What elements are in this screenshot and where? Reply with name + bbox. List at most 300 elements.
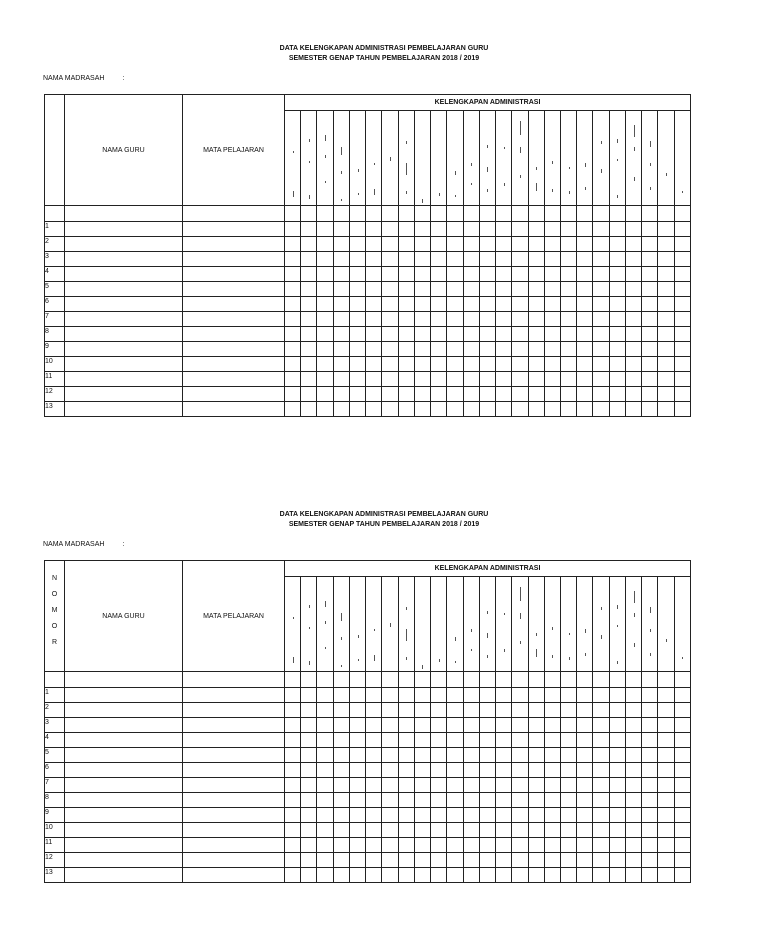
rotated-label-mark [325, 621, 326, 624]
rotated-label-mark [552, 627, 553, 630]
table-cell [512, 282, 528, 297]
table-cell [301, 206, 317, 222]
table-cell [609, 327, 625, 342]
table-cell [349, 763, 365, 778]
table-cell [544, 372, 560, 387]
table-cell [512, 793, 528, 808]
table-cell [366, 357, 382, 372]
table-row [45, 853, 691, 868]
table-cell [414, 327, 430, 342]
table-cell [183, 718, 285, 733]
table-cell [544, 703, 560, 718]
table-row [45, 297, 691, 312]
table-cell [496, 838, 512, 853]
row-number: 11 [45, 838, 65, 853]
table-cell [609, 808, 625, 823]
rotated-label-mark [309, 605, 310, 608]
row-number: 9 [45, 808, 65, 823]
table-cell [496, 672, 512, 688]
table-cell [414, 237, 430, 252]
table-cell [560, 327, 576, 342]
table-cell [65, 808, 183, 823]
table-cell [658, 672, 674, 688]
table-cell [301, 342, 317, 357]
table-cell [479, 853, 495, 868]
table-cell [625, 252, 641, 267]
table-cell [65, 703, 183, 718]
table-cell [382, 868, 398, 883]
table-cell [609, 312, 625, 327]
table-cell [577, 342, 593, 357]
table-cell [463, 733, 479, 748]
table-cell [658, 868, 674, 883]
table-cell [528, 793, 544, 808]
row-number: 8 [45, 793, 65, 808]
table-cell [479, 387, 495, 402]
table-cell [65, 327, 183, 342]
table-cell [496, 793, 512, 808]
table-cell [65, 222, 183, 237]
table-cell [577, 206, 593, 222]
table-cell [431, 372, 447, 387]
table-cell [658, 763, 674, 778]
table-cell [333, 357, 349, 372]
table-cell [301, 853, 317, 868]
rotated-label-mark [617, 605, 618, 609]
table-cell [414, 868, 430, 883]
table-cell [560, 838, 576, 853]
table-cell [642, 793, 658, 808]
table-cell [333, 342, 349, 357]
table-cell [317, 672, 333, 688]
table-cell [285, 793, 301, 808]
table-cell [479, 237, 495, 252]
table-cell [333, 748, 349, 763]
table-cell [642, 733, 658, 748]
table-cell [382, 252, 398, 267]
table-cell [609, 672, 625, 688]
table-cell [333, 402, 349, 417]
table-row [45, 703, 691, 718]
table-cell [366, 718, 382, 733]
table-cell [447, 718, 463, 733]
table-row [45, 342, 691, 357]
rotated-label-mark [682, 191, 683, 193]
table-cell [479, 808, 495, 823]
table-cell [65, 688, 183, 703]
table-cell [528, 206, 544, 222]
madrasah-label: NAMA MADRASAH [43, 75, 105, 82]
table-cell [333, 387, 349, 402]
table-cell [65, 748, 183, 763]
table-cell [301, 688, 317, 703]
table-cell [317, 267, 333, 282]
table-cell [65, 267, 183, 282]
table-cell [577, 748, 593, 763]
table-cell [674, 853, 690, 868]
table-cell [317, 793, 333, 808]
rotated-label-mark [309, 627, 310, 629]
table-cell [642, 312, 658, 327]
row-number: 4 [45, 267, 65, 282]
table-cell [496, 357, 512, 372]
administrasi-subcolumn-header [528, 111, 544, 206]
table-cell [528, 222, 544, 237]
table-cell [447, 748, 463, 763]
table-cell [183, 222, 285, 237]
table-cell [544, 688, 560, 703]
administrasi-subcolumn-header [674, 577, 690, 672]
table-cell [183, 312, 285, 327]
table-cell [528, 688, 544, 703]
table-cell [285, 237, 301, 252]
table-cell [183, 372, 285, 387]
rotated-label-mark [471, 629, 472, 632]
table-cell [512, 853, 528, 868]
table-cell [642, 778, 658, 793]
table-cell [285, 672, 301, 688]
administrasi-subcolumn-header [382, 577, 398, 672]
table-cell [658, 733, 674, 748]
administrasi-subcolumn-header [560, 577, 576, 672]
table-cell [642, 237, 658, 252]
table-cell [512, 733, 528, 748]
nomor-letter: N [51, 575, 58, 582]
table-cell [609, 206, 625, 222]
table-cell [674, 327, 690, 342]
table-cell [625, 808, 641, 823]
table-cell [658, 312, 674, 327]
table-cell [398, 252, 414, 267]
table-cell [674, 688, 690, 703]
table-cell [414, 282, 430, 297]
table-cell [496, 703, 512, 718]
table-cell [625, 748, 641, 763]
table-cell [658, 237, 674, 252]
table-cell [349, 853, 365, 868]
table-cell [414, 312, 430, 327]
table-cell [674, 703, 690, 718]
administrasi-subcolumn-header [642, 577, 658, 672]
table-cell [560, 357, 576, 372]
rotated-label-mark [617, 139, 618, 143]
table-cell [544, 763, 560, 778]
table-cell [593, 853, 609, 868]
table-cell [496, 267, 512, 282]
table-cell [577, 808, 593, 823]
rotated-label-mark [601, 635, 602, 639]
table-cell [642, 748, 658, 763]
administrasi-subcolumn-header [593, 577, 609, 672]
administrasi-subcolumn-header [333, 577, 349, 672]
table-cell [398, 703, 414, 718]
row-number: 1 [45, 688, 65, 703]
table-cell [414, 402, 430, 417]
table-cell [349, 838, 365, 853]
table-row [45, 838, 691, 853]
rotated-label-mark [325, 181, 326, 183]
table-cell [285, 312, 301, 327]
administrasi-subcolumn-header [496, 577, 512, 672]
administrasi-subcolumn-header [577, 111, 593, 206]
table-cell [512, 267, 528, 282]
table-cell [479, 342, 495, 357]
table-cell [463, 778, 479, 793]
rotated-label-mark [634, 643, 635, 647]
rotated-label-mark [536, 633, 537, 636]
table-cell [625, 237, 641, 252]
table-cell [366, 267, 382, 282]
table-cell [479, 748, 495, 763]
table-cell [674, 793, 690, 808]
table-cell [431, 688, 447, 703]
table-cell [642, 718, 658, 733]
table-cell [463, 206, 479, 222]
table-cell [65, 402, 183, 417]
table-cell [512, 778, 528, 793]
table-cell [317, 206, 333, 222]
table-cell [674, 297, 690, 312]
table-cell [496, 387, 512, 402]
table-cell [447, 733, 463, 748]
administrasi-subcolumn-header [398, 111, 414, 206]
rotated-label-mark [374, 629, 375, 631]
table-cell [301, 282, 317, 297]
table-cell [560, 868, 576, 883]
table-cell [183, 688, 285, 703]
table-row [45, 778, 691, 793]
table-cell [414, 206, 430, 222]
table-cell [65, 282, 183, 297]
rotated-label-mark [487, 655, 488, 658]
table-cell [398, 237, 414, 252]
table-cell [333, 853, 349, 868]
table-cell [317, 688, 333, 703]
table-cell [366, 778, 382, 793]
table-cell [333, 282, 349, 297]
table-cell [431, 733, 447, 748]
table-cell [333, 267, 349, 282]
table-cell [366, 342, 382, 357]
table-cell [431, 853, 447, 868]
rotated-label-mark [422, 199, 423, 203]
table-cell [463, 823, 479, 838]
table-row [45, 763, 691, 778]
table-cell [609, 718, 625, 733]
table-cell [560, 282, 576, 297]
administrasi-subcolumn-header [301, 577, 317, 672]
table-cell [183, 868, 285, 883]
administrasi-subcolumn-header [285, 111, 301, 206]
table-cell [349, 206, 365, 222]
table-row [45, 402, 691, 417]
row-number: 6 [45, 297, 65, 312]
table-cell [609, 823, 625, 838]
rotated-label-mark [585, 163, 586, 167]
table-cell [544, 868, 560, 883]
table-cell [609, 402, 625, 417]
table-cell [593, 297, 609, 312]
table-cell [414, 763, 430, 778]
table-row [45, 312, 691, 327]
table-cell [65, 718, 183, 733]
rotated-label-mark [617, 195, 618, 198]
table-cell [447, 672, 463, 688]
rotated-label-mark [504, 147, 505, 149]
table-cell [285, 222, 301, 237]
table-cell [528, 267, 544, 282]
rotated-label-mark [504, 183, 505, 186]
table-cell [382, 402, 398, 417]
table-cell [398, 282, 414, 297]
table-cell [496, 206, 512, 222]
row-number: 3 [45, 718, 65, 733]
table-cell [625, 312, 641, 327]
table-cell [463, 838, 479, 853]
table-cell [528, 252, 544, 267]
table-cell [382, 672, 398, 688]
table-cell [366, 748, 382, 763]
rotated-label-mark [504, 649, 505, 652]
table-cell [349, 237, 365, 252]
administrasi-subcolumn-header [479, 111, 495, 206]
table-cell [658, 748, 674, 763]
table-cell [544, 312, 560, 327]
table-row [45, 282, 691, 297]
row-number: 5 [45, 748, 65, 763]
table-cell [463, 267, 479, 282]
table-cell [317, 237, 333, 252]
rotated-label-mark [634, 613, 635, 617]
rotated-label-mark [341, 637, 342, 640]
table-cell [496, 853, 512, 868]
table-cell [317, 282, 333, 297]
table-cell [333, 297, 349, 312]
table-row [45, 868, 691, 883]
table-cell [593, 222, 609, 237]
table-cell [183, 808, 285, 823]
column-header-kelengkapan-administrasi: KELENGKAPAN ADMINISTRASI [285, 561, 691, 577]
table-cell [577, 838, 593, 853]
table-cell [285, 868, 301, 883]
table-cell [642, 372, 658, 387]
table-cell [479, 222, 495, 237]
table-cell [398, 222, 414, 237]
table-cell [414, 342, 430, 357]
table-cell [349, 252, 365, 267]
table-cell [414, 267, 430, 282]
table-cell [496, 718, 512, 733]
administrasi-subcolumn-header [447, 577, 463, 672]
row-number: 10 [45, 357, 65, 372]
row-number: 10 [45, 823, 65, 838]
table-cell [65, 763, 183, 778]
table-row [45, 387, 691, 402]
rotated-label-mark [601, 607, 602, 610]
rotated-label-mark [341, 665, 342, 667]
table-cell [65, 672, 183, 688]
rotated-label-mark [439, 193, 440, 196]
table-cell [560, 763, 576, 778]
table-cell [366, 733, 382, 748]
table-cell [544, 838, 560, 853]
table-cell [625, 222, 641, 237]
table-cell [301, 297, 317, 312]
table-cell [658, 778, 674, 793]
table-cell [382, 838, 398, 853]
rotated-label-mark [341, 199, 342, 201]
administrasi-subcolumn-header [544, 577, 560, 672]
rotated-label-mark [569, 191, 570, 194]
table-cell [577, 703, 593, 718]
table-cell [366, 297, 382, 312]
rotated-label-mark [341, 171, 342, 174]
table-cell [382, 733, 398, 748]
table-cell [593, 672, 609, 688]
table-cell [577, 672, 593, 688]
table-cell [349, 297, 365, 312]
table-cell [398, 206, 414, 222]
table-cell [560, 372, 576, 387]
rotated-label-mark [422, 665, 423, 669]
table-cell [382, 853, 398, 868]
table-cell [609, 688, 625, 703]
table-cell [333, 672, 349, 688]
section1-title-line1: DATA KELENGKAPAN ADMINISTRASI PEMBELAJARAN GURU [279, 45, 489, 52]
table-cell [183, 297, 285, 312]
rotated-label-mark [471, 163, 472, 166]
table-cell [479, 672, 495, 688]
table-cell [577, 312, 593, 327]
table-cell [593, 282, 609, 297]
table-cell [528, 808, 544, 823]
row-number: 2 [45, 703, 65, 718]
table-cell [560, 237, 576, 252]
table-cell [560, 252, 576, 267]
table-cell [317, 733, 333, 748]
section2-madrasah-field [43, 541, 124, 548]
table-cell [301, 222, 317, 237]
table-cell [560, 387, 576, 402]
table-cell [301, 672, 317, 688]
table-cell [479, 778, 495, 793]
table-cell [625, 267, 641, 282]
table-cell [447, 327, 463, 342]
table-cell [560, 718, 576, 733]
table-cell [496, 252, 512, 267]
table-cell [447, 297, 463, 312]
administrasi-subcolumn-header [642, 111, 658, 206]
table-cell [414, 748, 430, 763]
table-cell [560, 402, 576, 417]
table-cell [593, 838, 609, 853]
rotated-label-mark [520, 641, 521, 644]
table-cell [398, 733, 414, 748]
administrasi-subcolumn-header [366, 111, 382, 206]
table-cell [609, 748, 625, 763]
table-cell [560, 342, 576, 357]
rotated-label-mark [471, 649, 472, 651]
table-cell [625, 357, 641, 372]
table-cell [609, 342, 625, 357]
rotated-label-mark [682, 657, 683, 659]
table-cell [609, 222, 625, 237]
table-cell [463, 252, 479, 267]
table-cell [333, 372, 349, 387]
table-cell [625, 853, 641, 868]
table-cell [674, 222, 690, 237]
table-cell [431, 342, 447, 357]
